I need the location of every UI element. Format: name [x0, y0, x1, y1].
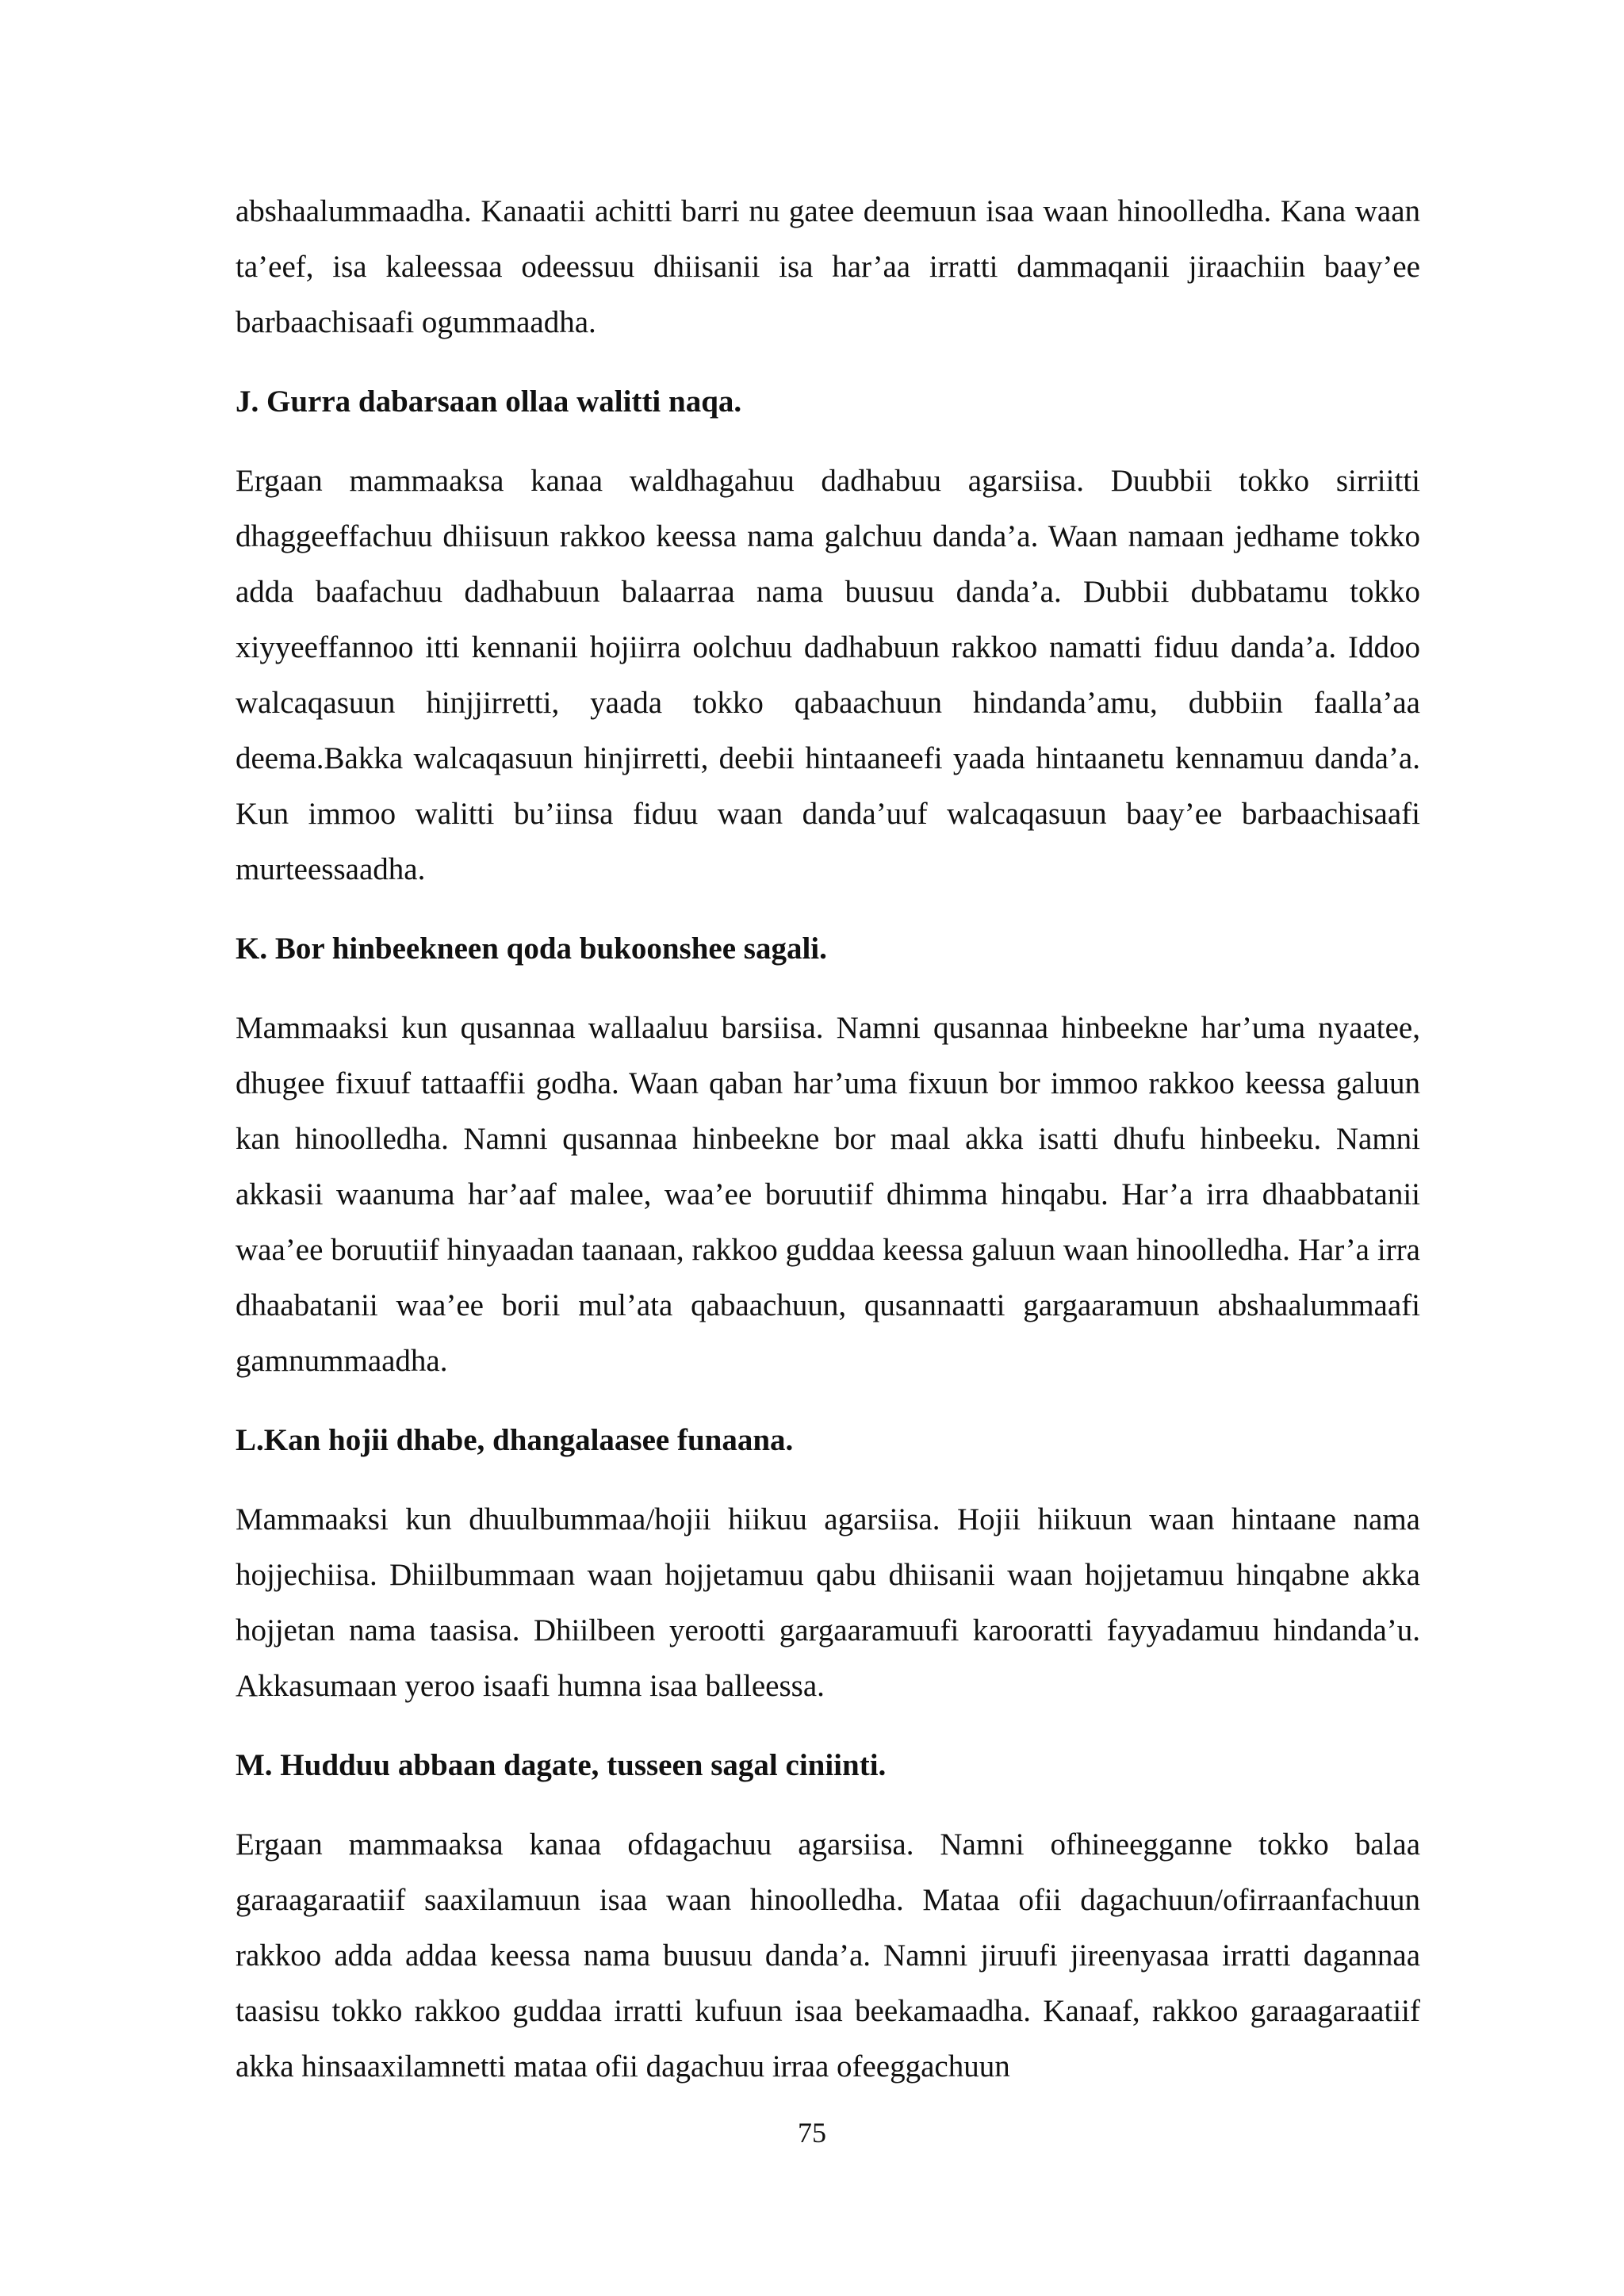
section-j-paragraph: Ergaan mammaaksa kanaa waldhagahuu dadhabuu agarsiisa. Duubbii tokko sirriitti dhaggeeffachuu dhiisuun rakkoo keessa nama galchuu danda’a. Waan namaan jedhame tokko adda baafachuu dadhabuun balaarraa nama buusuu danda’a. Dubbii dubbatamu tokko xiyyeeffannoo itti kennanii hojiirra oolchuu dadhabuun rakkoo namatti fiduu danda’a. Iddoo walcaqasuun hinjjirretti, yaada tokko qabaachuun hindanda’amu, dubbiin faalla’aa deema.Bakka walcaqasuun hinjirretti, deebii hintaaneefi yaada hintaanetu kennamuu danda’a. Kun immoo walitti bu’iinsa fiduu waan danda’uuf walcaqasuun baay’ee barbaachisaafi murteessaadha. [236, 464, 1420, 886]
intro-paragraph: abshaalummaadha. Kanaatii achitti barri nu gatee deemuun isaa waan hinoolledha. Kana waan ta’eef, isa kaleessaa odeessuu dhiisanii isa har’aa irratti dammaqanii jiraachiin baay’ee barbaachisaafi ogummaadha. [236, 194, 1420, 339]
section-l-heading: L.Kan hojii dhabe, dhangalaasee funaana. [236, 1423, 794, 1457]
document-body [236, 184, 1420, 2118]
section-k-paragraph: Mammaaksi kun qusannaa wallaaluu barsiisa. Namni qusannaa hinbeekne har’uma nyaatee, dhugee fixuuf tattaaffii godha. Waan qaban har’uma fixuun bor immoo rakkoo keessa galuun kan hinoolledha. Namni qusannaa hinbeekne bor maal akka isatti dhufu hinbeeku. Namni akkasii waanuma har’aaf malee, waa’ee boruutiif dhimma hinqabu. Har’a irra dhaabbatanii waa’ee boruutiif hinyaadan taanaan, rakkoo guddaa keessa galuun waan hinoolledha. Har’a irra dhaabatanii waa’ee borii mul’ata qabaachuun, qusannaatti gargaaramuun abshaalummaafi gamnummaadha. [236, 1011, 1420, 1378]
page-number: 75 [798, 2117, 826, 2149]
section-m-heading: M. Hudduu abbaan dagate, tusseen sagal ciniinti. [236, 1748, 887, 1782]
section-k-heading: K. Bor hinbeekneen qoda bukoonshee sagali. [236, 932, 827, 966]
section-l-paragraph: Mammaaksi kun dhuulbummaa/hojii hiikuu agarsiisa. Hojii hiikuun waan hintaane nama hojjechiisa. Dhiilbummaan waan hojjetamuu qabu dhiisanii waan hojjetamuu hinqabne akka hojjetan nama taasisa. Dhiilbeen yerootti gargaaramuufi karooratti fayyadamuu hindanda’u. Akkasumaan yeroo isaafi humna isaa balleessa. [236, 1502, 1420, 1703]
section-j-heading: J. Gurra dabarsaan ollaa walitti naqa. [236, 385, 742, 419]
section-m-paragraph: Ergaan mammaaksa kanaa ofdagachuu agarsiisa. Namni ofhineegganne tokko balaa garaagaraatiif saaxilamuun isaa waan hinoolledha. Mataa ofii dagachuun/ofirraanfachuun rakkoo adda addaa keessa nama buusuu danda’a. Namni jiruufi jireenyasaa irratti dagannaa taasisu tokko rakkoo guddaa irratti kufuun isaa beekamaadha. Kanaaf, rakkoo garaagaraatiif akka hinsaaxilamnetti mataa ofii dagachuu irraa ofeeggachuun [236, 1827, 1420, 2084]
